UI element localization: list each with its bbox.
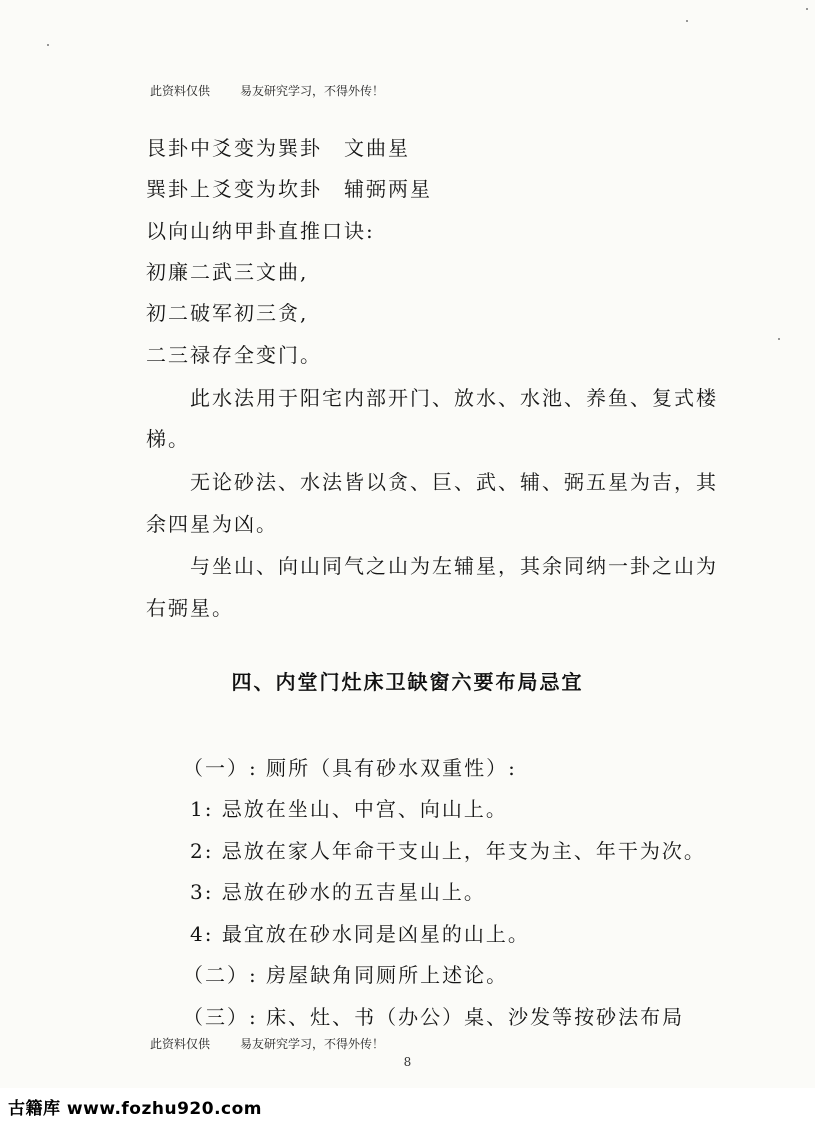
- body-line: 梯。: [146, 427, 190, 451]
- body-line: 右弼星。: [146, 596, 234, 620]
- list-item: （一）: 厕所（具有砂水双重性）:: [183, 756, 517, 780]
- section-heading: 四、内堂门灶床卫缺窗六要布局忌宜: [231, 670, 584, 694]
- list-item: 4: 最宜放在砂水同是凶星的山上。: [190, 922, 530, 946]
- header-note-left: 此资料仅供: [150, 84, 211, 98]
- list-item: 2: 忌放在家人年命干支山上，年支为主、年干为次。: [190, 839, 706, 863]
- list-item: （三）: 床、灶、书（办公）桌、沙发等按砂法布局: [183, 1005, 685, 1029]
- footer-note-left: 此资料仅供: [150, 1037, 211, 1051]
- body-line: 余四星为凶。: [146, 512, 278, 536]
- body-line: 二三禄存全变门。: [146, 343, 322, 367]
- body-line: 此水法用于阳宅内部开门、放水、水池、养鱼、复式楼: [190, 386, 718, 410]
- header-note: [150, 82, 384, 99]
- page-number: 8: [403, 1055, 412, 1069]
- body-line: 艮卦中爻变为巽卦 文曲星: [146, 136, 410, 160]
- list-item: （二）: 房屋缺角同厕所上述论。: [183, 963, 509, 987]
- scan-speck: [778, 338, 780, 340]
- body-line: 无论砂法、水法皆以贪、巨、武、辅、弼五星为吉，其: [190, 470, 718, 494]
- list-item: 1: 忌放在坐山、中宫、向山上。: [190, 797, 508, 821]
- scan-speck: [686, 20, 688, 22]
- watermark-text: 古籍库 www.fozhu920.com: [8, 1099, 262, 1119]
- body-line: 以向山纳甲卦直推口诀:: [146, 219, 375, 243]
- footer-note-right: 易友研究学习，不得外传！: [240, 1037, 385, 1051]
- header-note-right: 易友研究学习，不得外传！: [240, 84, 385, 98]
- footer-note: [150, 1035, 384, 1052]
- scan-speck: [47, 44, 49, 46]
- scan-speck: [806, 8, 808, 10]
- body-line: 初廉二武三文曲,: [146, 260, 309, 284]
- body-line: 与坐山、向山同气之山为左辅星，其余同纳一卦之山为: [190, 554, 718, 578]
- site-watermark: [0, 1088, 815, 1122]
- body-line: 初二破军初三贪,: [146, 301, 309, 325]
- body-line: 巽卦上爻变为坎卦 辅弼两星: [146, 177, 432, 201]
- list-item: 3: 忌放在砂水的五吉星山上。: [190, 880, 486, 904]
